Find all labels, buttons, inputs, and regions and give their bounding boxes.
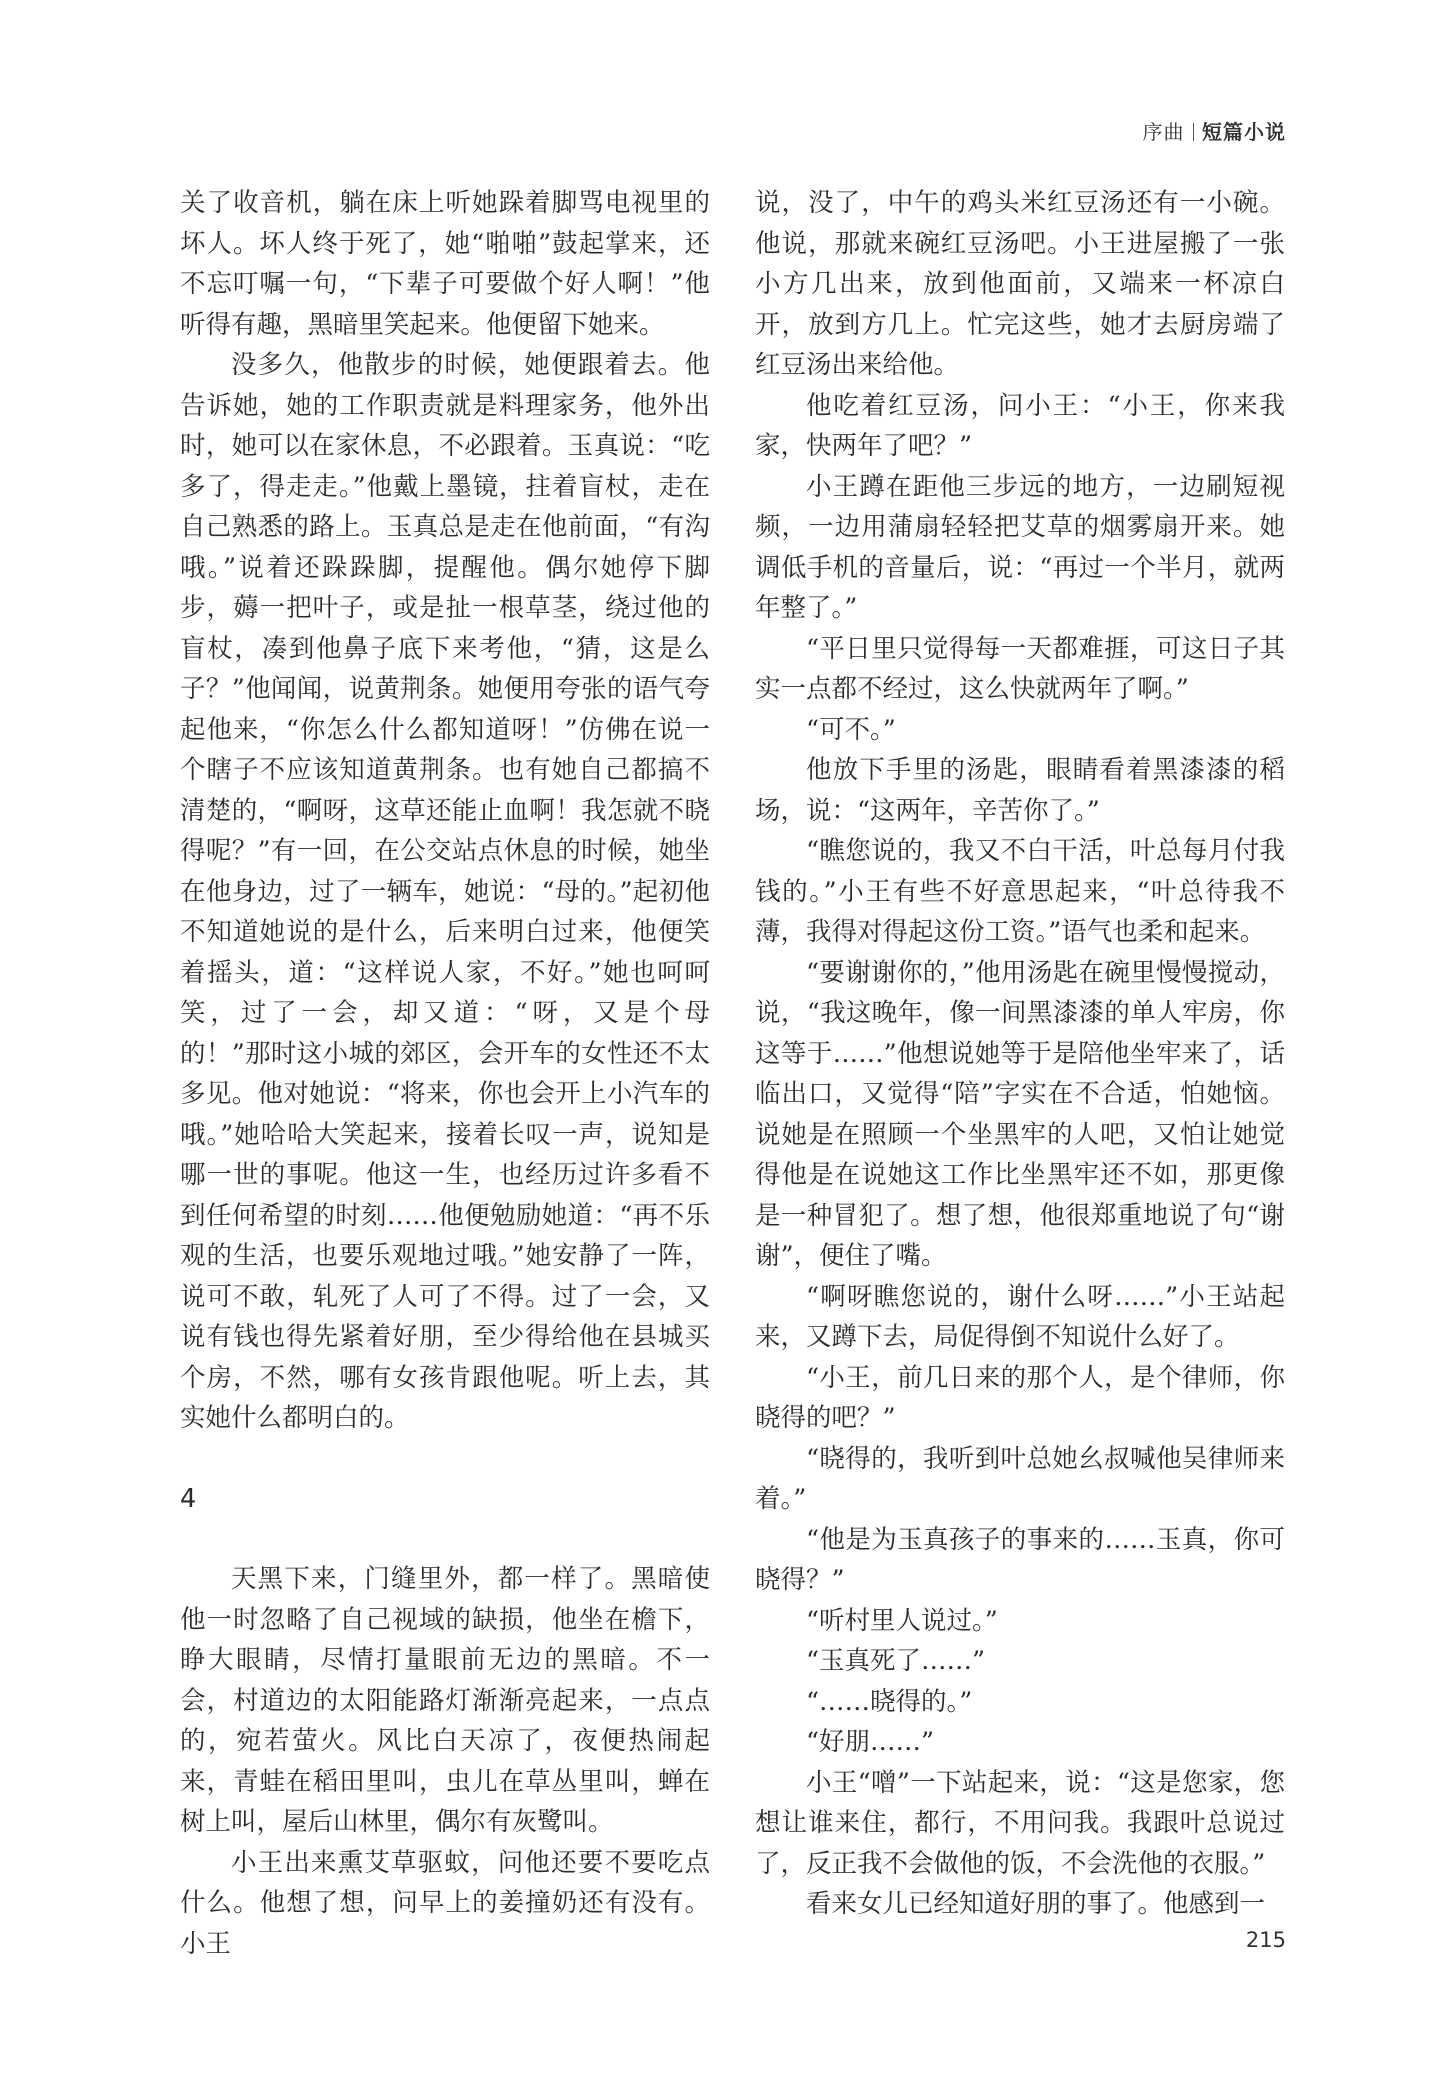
paragraph: 看来女儿已经知道好朋的事了。他感到一 [806, 1889, 1266, 1919]
paragraph: “他是为玉真孩子的事来的……玉真，你可晓得？” [755, 1524, 1285, 1595]
paragraph: 小王蹲在距他三步远的地方，一边刷短视频，一边用蒲扇轻轻把艾草的烟雾扇开来。她调低手机的音量后，说：“再过一个半月，就两年整了。” [755, 471, 1285, 623]
left-column [180, 183, 710, 1964]
paragraph: “好朋……” [806, 1727, 935, 1757]
paragraph: 小王“噌”一下站起来，说：“这是您家，您想让谁来住，都行，不用问我。我跟叶总说过了，反正我不会做他的饭，不会洗他的衣服。” [755, 1767, 1285, 1879]
header-section: 序曲 [1142, 120, 1185, 144]
paragraph: “玉真死了……” [806, 1646, 986, 1676]
paragraph: 关了收音机，躺在床上听她跺着脚骂电视里的坏人。坏人终于死了，她“啪啪”鼓起掌来，还不忘叮嘱一句，“下辈子可要做个好人啊！”他听得有趣，黑暗里笑起来。他便留下她来。 [180, 188, 710, 340]
paragraph: “啊呀瞧您说的，谢什么呀……”小王站起来，又蹲下去，局促得倒不知说什么好了。 [755, 1281, 1285, 1352]
paragraph: “平日里只觉得每一天都难捱，可这日子其实一点都不经过，这么快就两年了啊。” [755, 633, 1285, 704]
page-number: 215 [1245, 1928, 1286, 1952]
paragraph: 他吃着红豆汤，问小王：“小王，你来我家，快两年了吧？” [755, 390, 1285, 461]
right-column [755, 183, 1285, 1925]
paragraph: “可不。” [806, 714, 896, 745]
section-number: 4 [180, 1483, 197, 1514]
header-divider [1193, 123, 1195, 141]
paragraph: “小王，前几日来的那个人，是个律师，你晓得的吧？” [755, 1362, 1285, 1433]
paragraph: 没多久，他散步的时候，她便跟着去。他告诉她，她的工作职责就是料理家务，他外出时，她可以在家休息，不必跟着。玉真说：“吃多了，得走走。”他戴上墨镜，拄着盲杖，走在自己熟悉的路上。玉真总是走在他前面，“有沟哦。”说着还跺跺脚，提醒他。偶尔她停下脚步，薅一把叶子，或是扯一根草茎，绕过他的盲杖，凑到他鼻子底下来考他，“猜，这是么子？”他闻闻，说黄荆条。她便用夸张的语气夸起他来，“你怎么什么都知道呀！”仿佛在说一个瞎子不应该知道黄荆条。也有她自己都搞不清楚的，“啊呀，这草还能止血啊！我怎就不晓得呢？”有一回，在公交站点休息的时候，她坐在他身边，过了一辆车，她说：“母的。”起初他不知道她说的是什么，后来明白过来，他便笑着摇头，道：“这样说人家，不好。”她也呵呵笑，过了一会，却又道：“呀，又是个母的！”那时这小城的郊区，会开车的女性还不太多见。他对她说：“将来，你也会开上小汽车的哦。”她哈哈大笑起来，接着长叹一声，说知是哪一世的事呢。他这一生，也经历过许多看不到任何希望的时刻……他便勉励她道：“再不乐观的生活，也要乐观地过哦。”她安静了一阵，说可不敢，轧死了人可了不得。过了一会，又说有钱也得先紧着好朋，至少得给他在县城买个房，不然，哪有女孩肯跟他呢。听上去，其实她什么都明白的。 [180, 350, 710, 1433]
paragraph: “瞧您说的，我又不白干活，叶总每月付我钱的。”小王有些不好意思起来，“叶总待我不薄，我得对得起这份工资。”语气也柔和起来。 [755, 836, 1285, 947]
paragraph: 他放下手里的汤匙，眼睛看着黑漆漆的稻场，说：“这两年，辛苦你了。” [755, 755, 1285, 826]
running-header [1143, 116, 1287, 145]
paragraph: 天黑下来，门缝里外，都一样了。黑暗使他一时忽略了自己视域的缺损，他坐在檐下，睁大眼睛，尽情打量眼前无边的黑暗。不一会，村道边的太阳能路灯渐渐亮起来，一点点的，宛若萤火。风比白天凉了，夜便热闹起来，青蛙在稻田里叫，虫儿在草丛里叫，蝉在树上叫，屋后山林里，偶尔有灰鹭叫。 [180, 1564, 710, 1837]
paragraph: “要谢谢你的，”他用汤匙在碗里慢慢搅动，说，“我这晚年，像一间黑漆漆的单人牢房，你这等于……”他想说她等于是陪他坐牢来了，话临出口，又觉得“陪”字实在不合适，怕她恼。说她是在照顾一个坐黑牢的人吧，又怕让她觉得他是在说她这工作比坐黑牢还不如，那更像是一种冒犯了。想了想，他很郑重地说了句“谢谢”，便住了嘴。 [755, 957, 1285, 1271]
paragraph: “……晓得的。” [806, 1686, 973, 1717]
paragraph: “晓得的，我听到叶总她幺叔喊他吴律师来着。” [755, 1443, 1285, 1514]
paragraph: “听村里人说过。” [806, 1605, 998, 1636]
paragraph: 小王出来熏艾草驱蚊，问他还要不要吃点什么。他想了想，问早上的姜撞奶还有没有。小王 [180, 1847, 710, 1959]
header-category: 短篇小说 [1202, 120, 1286, 144]
paragraph: 说，没了，中午的鸡头米红豆汤还有一小碗。他说，那就来碗红豆汤吧。小王进屋搬了一张小方几出来，放到他面前，又端来一杯凉白开，放到方几上。忙完这些，她才去厨房端了红豆汤出来给他。 [755, 188, 1285, 380]
